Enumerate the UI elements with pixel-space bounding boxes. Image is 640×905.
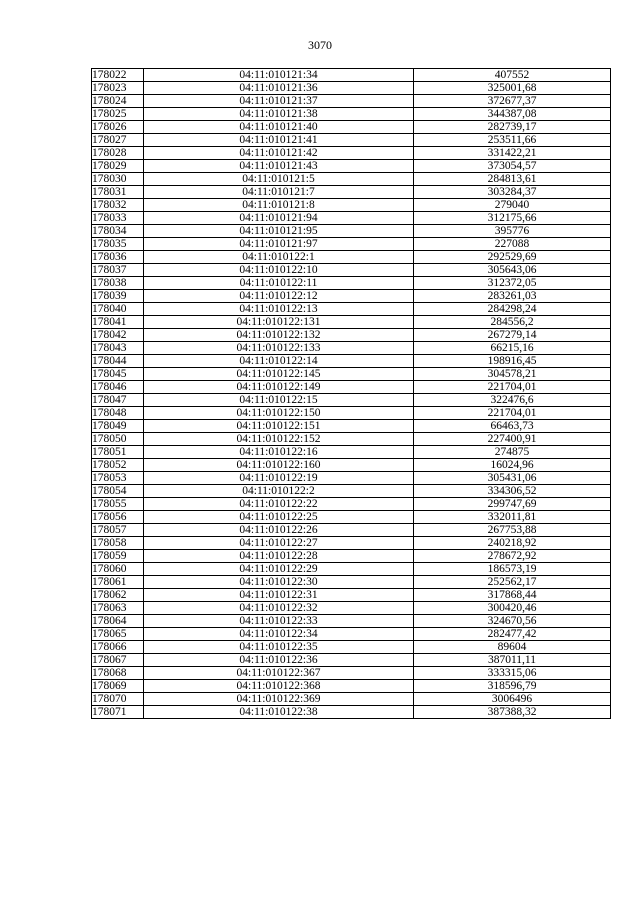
cadastral-number-cell: 04:11:010122:27 xyxy=(144,537,414,550)
cadastral-number-cell: 04:11:010121:94 xyxy=(144,212,414,225)
cadastral-value-cell: 344387,08 xyxy=(414,108,611,121)
cadastral-number-cell: 04:11:010122:32 xyxy=(144,602,414,615)
row-number-cell: 178048 xyxy=(92,407,144,420)
cadastral-number-cell: 04:11:010122:31 xyxy=(144,589,414,602)
table-row xyxy=(92,576,611,589)
cadastral-value-cell: 198916,45 xyxy=(414,355,611,368)
table-row xyxy=(92,446,611,459)
cadastral-number-cell: 04:11:010121:5 xyxy=(144,173,414,186)
cadastral-number-cell: 04:11:010122:25 xyxy=(144,511,414,524)
cadastral-value-cell: 334306,52 xyxy=(414,485,611,498)
row-number-cell: 178044 xyxy=(92,355,144,368)
table-row xyxy=(92,342,611,355)
cadastral-value-cell: 267753,88 xyxy=(414,524,611,537)
cadastral-value-cell: 89604 xyxy=(414,641,611,654)
table-row xyxy=(92,641,611,654)
row-number-cell: 178029 xyxy=(92,160,144,173)
cadastral-number-cell: 04:11:010121:40 xyxy=(144,121,414,134)
row-number-cell: 178039 xyxy=(92,290,144,303)
table-row xyxy=(92,394,611,407)
cadastral-value-cell: 282739,17 xyxy=(414,121,611,134)
cadastral-number-cell: 04:11:010121:95 xyxy=(144,225,414,238)
row-number-cell: 178056 xyxy=(92,511,144,524)
cadastral-number-cell: 04:11:010122:160 xyxy=(144,459,414,472)
cadastral-number-cell: 04:11:010122:19 xyxy=(144,472,414,485)
cadastral-number-cell: 04:11:010122:26 xyxy=(144,524,414,537)
table-row xyxy=(92,472,611,485)
cadastral-value-cell: 253511,66 xyxy=(414,134,611,147)
cadastral-number-cell: 04:11:010122:131 xyxy=(144,316,414,329)
table-row xyxy=(92,420,611,433)
cadastral-value-cell: 318596,79 xyxy=(414,680,611,693)
row-number-cell: 178033 xyxy=(92,212,144,225)
cadastral-number-cell: 04:11:010122:15 xyxy=(144,394,414,407)
table-row xyxy=(92,264,611,277)
cadastral-number-cell: 04:11:010121:42 xyxy=(144,147,414,160)
row-number-cell: 178047 xyxy=(92,394,144,407)
table-row xyxy=(92,628,611,641)
cadastral-number-cell: 04:11:010121:34 xyxy=(144,69,414,82)
table-row xyxy=(92,82,611,95)
row-number-cell: 178042 xyxy=(92,329,144,342)
cadastral-value-cell: 395776 xyxy=(414,225,611,238)
cadastral-value-cell: 331422,21 xyxy=(414,147,611,160)
cadastral-number-cell: 04:11:010122:22 xyxy=(144,498,414,511)
cadastral-number-cell: 04:11:010121:38 xyxy=(144,108,414,121)
cadastral-number-cell: 04:11:010122:145 xyxy=(144,368,414,381)
table-row xyxy=(92,303,611,316)
row-number-cell: 178059 xyxy=(92,550,144,563)
cadastral-value-cell: 305643,06 xyxy=(414,264,611,277)
cadastral-number-cell: 04:11:010122:30 xyxy=(144,576,414,589)
cadastral-number-cell: 04:11:010122:34 xyxy=(144,628,414,641)
cadastral-value-cell: 312372,05 xyxy=(414,277,611,290)
table-row xyxy=(92,407,611,420)
table-row xyxy=(92,108,611,121)
cadastral-number-cell: 04:11:010122:16 xyxy=(144,446,414,459)
cadastral-value-cell: 227088 xyxy=(414,238,611,251)
table-row xyxy=(92,485,611,498)
cadastral-value-cell: 227400,91 xyxy=(414,433,611,446)
cadastral-number-cell: 04:11:010121:97 xyxy=(144,238,414,251)
cadastral-value-cell: 372677,37 xyxy=(414,95,611,108)
row-number-cell: 178036 xyxy=(92,251,144,264)
table-row xyxy=(92,147,611,160)
table-row xyxy=(92,329,611,342)
cadastral-number-cell: 04:11:010122:367 xyxy=(144,667,414,680)
table-row xyxy=(92,459,611,472)
table-row xyxy=(92,589,611,602)
cadastral-value-cell: 283261,03 xyxy=(414,290,611,303)
table-row xyxy=(92,368,611,381)
row-number-cell: 178034 xyxy=(92,225,144,238)
row-number-cell: 178024 xyxy=(92,95,144,108)
table-row xyxy=(92,225,611,238)
row-number-cell: 178046 xyxy=(92,381,144,394)
cadastral-value-cell: 284298,24 xyxy=(414,303,611,316)
cadastral-value-cell: 299747,69 xyxy=(414,498,611,511)
cadastral-value-cell: 325001,68 xyxy=(414,82,611,95)
row-number-cell: 178062 xyxy=(92,589,144,602)
cadastral-value-cell: 305431,06 xyxy=(414,472,611,485)
table-row xyxy=(92,251,611,264)
table-body xyxy=(92,69,611,719)
page-number: 3070 xyxy=(308,38,332,52)
row-number-cell: 178064 xyxy=(92,615,144,628)
cadastral-number-cell: 04:11:010122:13 xyxy=(144,303,414,316)
table-row xyxy=(92,160,611,173)
row-number-cell: 178060 xyxy=(92,563,144,576)
row-number-cell: 178053 xyxy=(92,472,144,485)
cadastral-value-cell: 278672,92 xyxy=(414,550,611,563)
cadastral-value-cell: 300420,46 xyxy=(414,602,611,615)
cadastral-value-cell: 387011,11 xyxy=(414,654,611,667)
table-row xyxy=(92,498,611,511)
cadastral-number-cell: 04:11:010122:33 xyxy=(144,615,414,628)
cadastral-value-cell: 333315,06 xyxy=(414,667,611,680)
cadastral-number-cell: 04:11:010122:2 xyxy=(144,485,414,498)
row-number-cell: 178055 xyxy=(92,498,144,511)
table-row xyxy=(92,615,611,628)
cadastral-value-cell: 221704,01 xyxy=(414,407,611,420)
table-row xyxy=(92,433,611,446)
row-number-cell: 178035 xyxy=(92,238,144,251)
table-row xyxy=(92,602,611,615)
cadastral-number-cell: 04:11:010121:36 xyxy=(144,82,414,95)
row-number-cell: 178032 xyxy=(92,199,144,212)
table-row xyxy=(92,238,611,251)
cadastral-number-cell: 04:11:010122:149 xyxy=(144,381,414,394)
cadastral-number-cell: 04:11:010122:152 xyxy=(144,433,414,446)
cadastral-number-cell: 04:11:010121:43 xyxy=(144,160,414,173)
row-number-cell: 178051 xyxy=(92,446,144,459)
cadastral-number-cell: 04:11:010122:36 xyxy=(144,654,414,667)
table-row xyxy=(92,524,611,537)
cadastral-number-cell: 04:11:010122:29 xyxy=(144,563,414,576)
cadastral-value-cell: 373054,57 xyxy=(414,160,611,173)
cadastral-number-cell: 04:11:010122:35 xyxy=(144,641,414,654)
table-row xyxy=(92,537,611,550)
table-row xyxy=(92,355,611,368)
cadastral-value-cell: 252562,17 xyxy=(414,576,611,589)
row-number-cell: 178057 xyxy=(92,524,144,537)
table-row xyxy=(92,69,611,82)
row-number-cell: 178068 xyxy=(92,667,144,680)
cadastral-value-cell: 292529,69 xyxy=(414,251,611,264)
cadastral-value-cell: 284813,61 xyxy=(414,173,611,186)
row-number-cell: 178027 xyxy=(92,134,144,147)
cadastral-value-cell: 274875 xyxy=(414,446,611,459)
table-row xyxy=(92,693,611,706)
cadastral-value-cell: 267279,14 xyxy=(414,329,611,342)
cadastral-value-cell: 279040 xyxy=(414,199,611,212)
row-number-cell: 178045 xyxy=(92,368,144,381)
cadastral-number-cell: 04:11:010121:37 xyxy=(144,95,414,108)
cadastral-value-cell: 66463,73 xyxy=(414,420,611,433)
table-row xyxy=(92,212,611,225)
row-number-cell: 178061 xyxy=(92,576,144,589)
cadastral-value-cell: 312175,66 xyxy=(414,212,611,225)
row-number-cell: 178028 xyxy=(92,147,144,160)
cadastral-value-cell: 221704,01 xyxy=(414,381,611,394)
cadastral-value-cell: 240218,92 xyxy=(414,537,611,550)
row-number-cell: 178063 xyxy=(92,602,144,615)
cadastral-number-cell: 04:11:010122:151 xyxy=(144,420,414,433)
row-number-cell: 178026 xyxy=(92,121,144,134)
table-row xyxy=(92,290,611,303)
row-number-cell: 178070 xyxy=(92,693,144,706)
row-number-cell: 178037 xyxy=(92,264,144,277)
table-row xyxy=(92,654,611,667)
cadastral-number-cell: 04:11:010122:12 xyxy=(144,290,414,303)
cadastral-number-cell: 04:11:010122:369 xyxy=(144,693,414,706)
table-row xyxy=(92,95,611,108)
row-number-cell: 178049 xyxy=(92,420,144,433)
cadastral-number-cell: 04:11:010122:1 xyxy=(144,251,414,264)
cadastral-number-cell: 04:11:010122:38 xyxy=(144,706,414,719)
table-row xyxy=(92,121,611,134)
cadastral-number-cell: 04:11:010122:133 xyxy=(144,342,414,355)
table-row xyxy=(92,316,611,329)
row-number-cell: 178041 xyxy=(92,316,144,329)
cadastral-number-cell: 04:11:010122:150 xyxy=(144,407,414,420)
cadastral-number-cell: 04:11:010122:11 xyxy=(144,277,414,290)
cadastral-number-cell: 04:11:010122:28 xyxy=(144,550,414,563)
cadastral-value-cell: 16024,96 xyxy=(414,459,611,472)
row-number-cell: 178030 xyxy=(92,173,144,186)
table-row xyxy=(92,277,611,290)
cadastral-number-cell: 04:11:010121:7 xyxy=(144,186,414,199)
cadastral-value-cell: 304578,21 xyxy=(414,368,611,381)
table-row xyxy=(92,550,611,563)
cadastral-value-cell: 66215,16 xyxy=(414,342,611,355)
row-number-cell: 178031 xyxy=(92,186,144,199)
row-number-cell: 178043 xyxy=(92,342,144,355)
cadastral-value-cell: 407552 xyxy=(414,69,611,82)
row-number-cell: 178066 xyxy=(92,641,144,654)
cadastral-value-cell: 332011,81 xyxy=(414,511,611,524)
table-row xyxy=(92,667,611,680)
table-row xyxy=(92,381,611,394)
table-row xyxy=(92,680,611,693)
row-number-cell: 178065 xyxy=(92,628,144,641)
cadastral-number-cell: 04:11:010122:10 xyxy=(144,264,414,277)
row-number-cell: 178023 xyxy=(92,82,144,95)
table-row xyxy=(92,173,611,186)
cadastral-value-cell: 282477,42 xyxy=(414,628,611,641)
table-row xyxy=(92,706,611,719)
row-number-cell: 178050 xyxy=(92,433,144,446)
row-number-cell: 178025 xyxy=(92,108,144,121)
row-number-cell: 178052 xyxy=(92,459,144,472)
cadastral-value-cell: 322476,6 xyxy=(414,394,611,407)
cadastral-number-cell: 04:11:010122:132 xyxy=(144,329,414,342)
table-row xyxy=(92,134,611,147)
cadastral-value-table xyxy=(91,68,611,719)
cadastral-value-cell: 284556,2 xyxy=(414,316,611,329)
cadastral-number-cell: 04:11:010121:41 xyxy=(144,134,414,147)
cadastral-value-cell: 303284,37 xyxy=(414,186,611,199)
table-row xyxy=(92,199,611,212)
cadastral-number-cell: 04:11:010122:368 xyxy=(144,680,414,693)
row-number-cell: 178040 xyxy=(92,303,144,316)
row-number-cell: 178069 xyxy=(92,680,144,693)
cadastral-value-cell: 324670,56 xyxy=(414,615,611,628)
cadastral-number-cell: 04:11:010122:14 xyxy=(144,355,414,368)
cadastral-value-cell: 317868,44 xyxy=(414,589,611,602)
table-row xyxy=(92,563,611,576)
cadastral-value-cell: 186573,19 xyxy=(414,563,611,576)
row-number-cell: 178071 xyxy=(92,706,144,719)
cadastral-value-cell: 387388,32 xyxy=(414,706,611,719)
row-number-cell: 178054 xyxy=(92,485,144,498)
cadastral-value-cell: 3006496 xyxy=(414,693,611,706)
table-row xyxy=(92,511,611,524)
table-row xyxy=(92,186,611,199)
row-number-cell: 178038 xyxy=(92,277,144,290)
cadastral-number-cell: 04:11:010121:8 xyxy=(144,199,414,212)
row-number-cell: 178067 xyxy=(92,654,144,667)
row-number-cell: 178022 xyxy=(92,69,144,82)
row-number-cell: 178058 xyxy=(92,537,144,550)
